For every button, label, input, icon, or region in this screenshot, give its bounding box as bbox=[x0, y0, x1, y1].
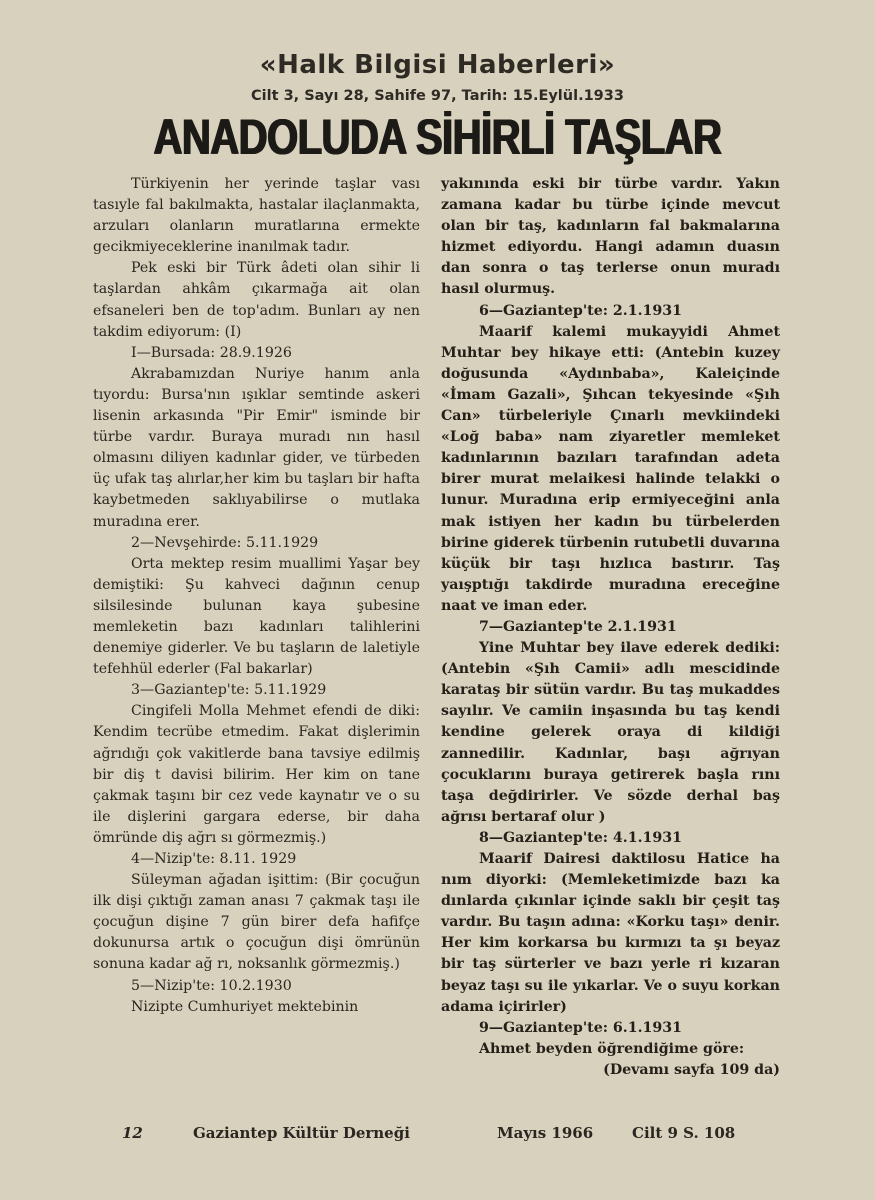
article-title: ANADOLUDA SİHİRLİ TAŞLAR bbox=[153, 110, 722, 165]
entry-heading: 8—Gaziantep'te: 4.1.1931 bbox=[479, 829, 683, 846]
right-column bbox=[441, 174, 780, 1081]
paragraph: Maarif kalemi mukayyidi Ahmet Muhtar bey hikaye etti: (Antebin kuzey doğusunda «Aydınbaba», Kaleiçinde «İmam Gazali», Şıhcan tekyesinde «Şıh Can» türbeleriyle Çınarlı mevkiindeki «Loğ baba» nam ziyaretler memleket kadınlarının bazıları tarafından adeta birer murat melaikesi halinde telakki o lunur. Muradına erip ermiyeceğini anla mak istiyen her kadın bu türbelerden birine giderek türbenin rutubetli duvarına küçük bir taşı hızlıca bastırır. Taş yaışptığı takdirde muradına ereceğine naat ve iman eder. bbox=[441, 323, 780, 614]
left-column bbox=[93, 174, 420, 1018]
continued-note: (Devamı sayfa 109 da) bbox=[603, 1061, 780, 1078]
series-title: «Halk Bilgisi Haberleri» bbox=[259, 50, 616, 80]
page-number: 12 bbox=[122, 1124, 143, 1142]
citation-line: Cilt 3, Sayı 28, Sahife 97, Tarih: 15.Eylül.1933 bbox=[251, 88, 624, 104]
paragraph: Yine Muhtar bey ilave ederek dediki: (Antebin «Şıh Camii» adlı mescidinde karataş bir sütün vardır. Bu taş mukaddes sayılır. Ve camiin inşasında bu taş kendi kendine gelerek oraya di kildiği zannedilir. Kadınlar, başı ağrıyan çocuklarını buraya getirerek başla rını taşa değdirirler. Ve sözde derhal baş ağrısı bertaraf olur ) bbox=[441, 640, 780, 825]
publisher-name: Gaziantep Kültür Derneği bbox=[193, 1124, 410, 1142]
entry-heading: I—Bursada: 28.9.1926 bbox=[131, 344, 292, 361]
paragraph: Pek eski bir Türk âdeti olan sihir li taşlardan ahkâm çıkarmağa ait olan efsaneleri ben de top'adım. Bunları ay nen takdim ediyorum: (I) bbox=[93, 260, 420, 340]
entry-heading: 6—Gaziantep'te: 2.1.1931 bbox=[479, 302, 683, 319]
paragraph: Maarif Dairesi daktilosu Hatice ha nım diyorki: (Memleketimizde bazı ka dınlarda çıkınlar içinde saklı bir çeşit taş vardır. Bu taşın adına: «Korku taşı» denir. Her kim korkarsa bu kırmızı ta şı beyaz bir taş sürterler ve bazı yerle ri kızaran beyaz taşı su ile yıkarlar. Ve o suyu korkan adama içirirler) bbox=[441, 851, 780, 1015]
entry-heading: 3—Gaziantep'te: 5.11.1929 bbox=[131, 682, 327, 699]
entry-heading: 2—Nevşehirde: 5.11.1929 bbox=[131, 534, 319, 551]
entry-heading: 4—Nizip'te: 8.11. 1929 bbox=[131, 851, 297, 867]
entry-heading: 7—Gaziantep'te 2.1.1931 bbox=[479, 618, 677, 635]
volume-info: Cilt 9 S. 108 bbox=[632, 1124, 736, 1142]
paragraph: Nizipte Cumhuriyet mektebinin bbox=[131, 998, 359, 1015]
entry-heading: 5—Nizip'te: 10.2.1930 bbox=[131, 977, 292, 994]
paragraph: Türkiyenin her yerinde taşlar vası tasıyle fal bakılmakta, hastalar ilaçlanmakta, arzuları olanların muratlarına ermekte gecikmiyeceklerine inanılmak tadır. bbox=[93, 176, 420, 256]
paragraph: Akrabamızdan Nuriye hanım anla tıyordu: Bursa'nın ışıklar semtinde askeri lisenin arkasında "Pir Emir" isminde bir türbe vardır. Buraya muradı nın hasıl olmasını diliyen kadınlar gider, ve türbeden üç ufak taş alırlar,her kim bu taşları bir hafta kaybetmeden saklıyabilirse o mutlaka muradına erer. bbox=[93, 365, 420, 530]
entry-heading: 9—Gaziantep'te: 6.1.1931 bbox=[479, 1019, 683, 1036]
paragraph: yakınında eski bir türbe vardır. Yakın zamana kadar bu türbe içinde mevcut olan bir taş, kadınların fal bakmalarına hizmet ediyordu. Hangi adamın duasın dan sonra o taş terlerse onun muradı hasıl olurmuş. bbox=[441, 176, 780, 298]
paragraph: Ahmet beyden öğrendiğime göre: bbox=[479, 1040, 745, 1057]
issue-date: Mayıs 1966 bbox=[497, 1124, 594, 1142]
header bbox=[0, 50, 875, 165]
paragraph: Süleyman ağadan işittim: (Bir çocuğun ilk dişi çıktığı zaman anası 7 çakmak taşı ile çocuğun dişine 7 gün birer defa hafifçe dokunursa artık o çocuğun dişi ömrünün sonuna kadar ağ rı, noksanlık görmezmiş.) bbox=[93, 872, 420, 973]
paragraph: Cingifeli Molla Mehmet efendi de diki: Kendim tecrübe etmedim. Fakat dişlerimin ağrıdığı çok vakitlerde bana tavsiye edilmiş bir diş t davisi bilirim. Her kim on tane çakmak taşını bir cez vede kaynatır ve o su ile dişlerini gargara ederse, bir daha ömründe diş ağrı sı görmezmiş.) bbox=[93, 703, 420, 846]
paragraph: Orta mektep resim muallimi Yaşar bey demiştiki: Şu kahveci dağının cenup silsilesinde bulunan kaya şubesine memleketin bazı kadınları talihlerini denemiye giderler. Ve bu taşların de laletiyle tefehhül ederler (Fal bakarlar) bbox=[93, 555, 420, 678]
